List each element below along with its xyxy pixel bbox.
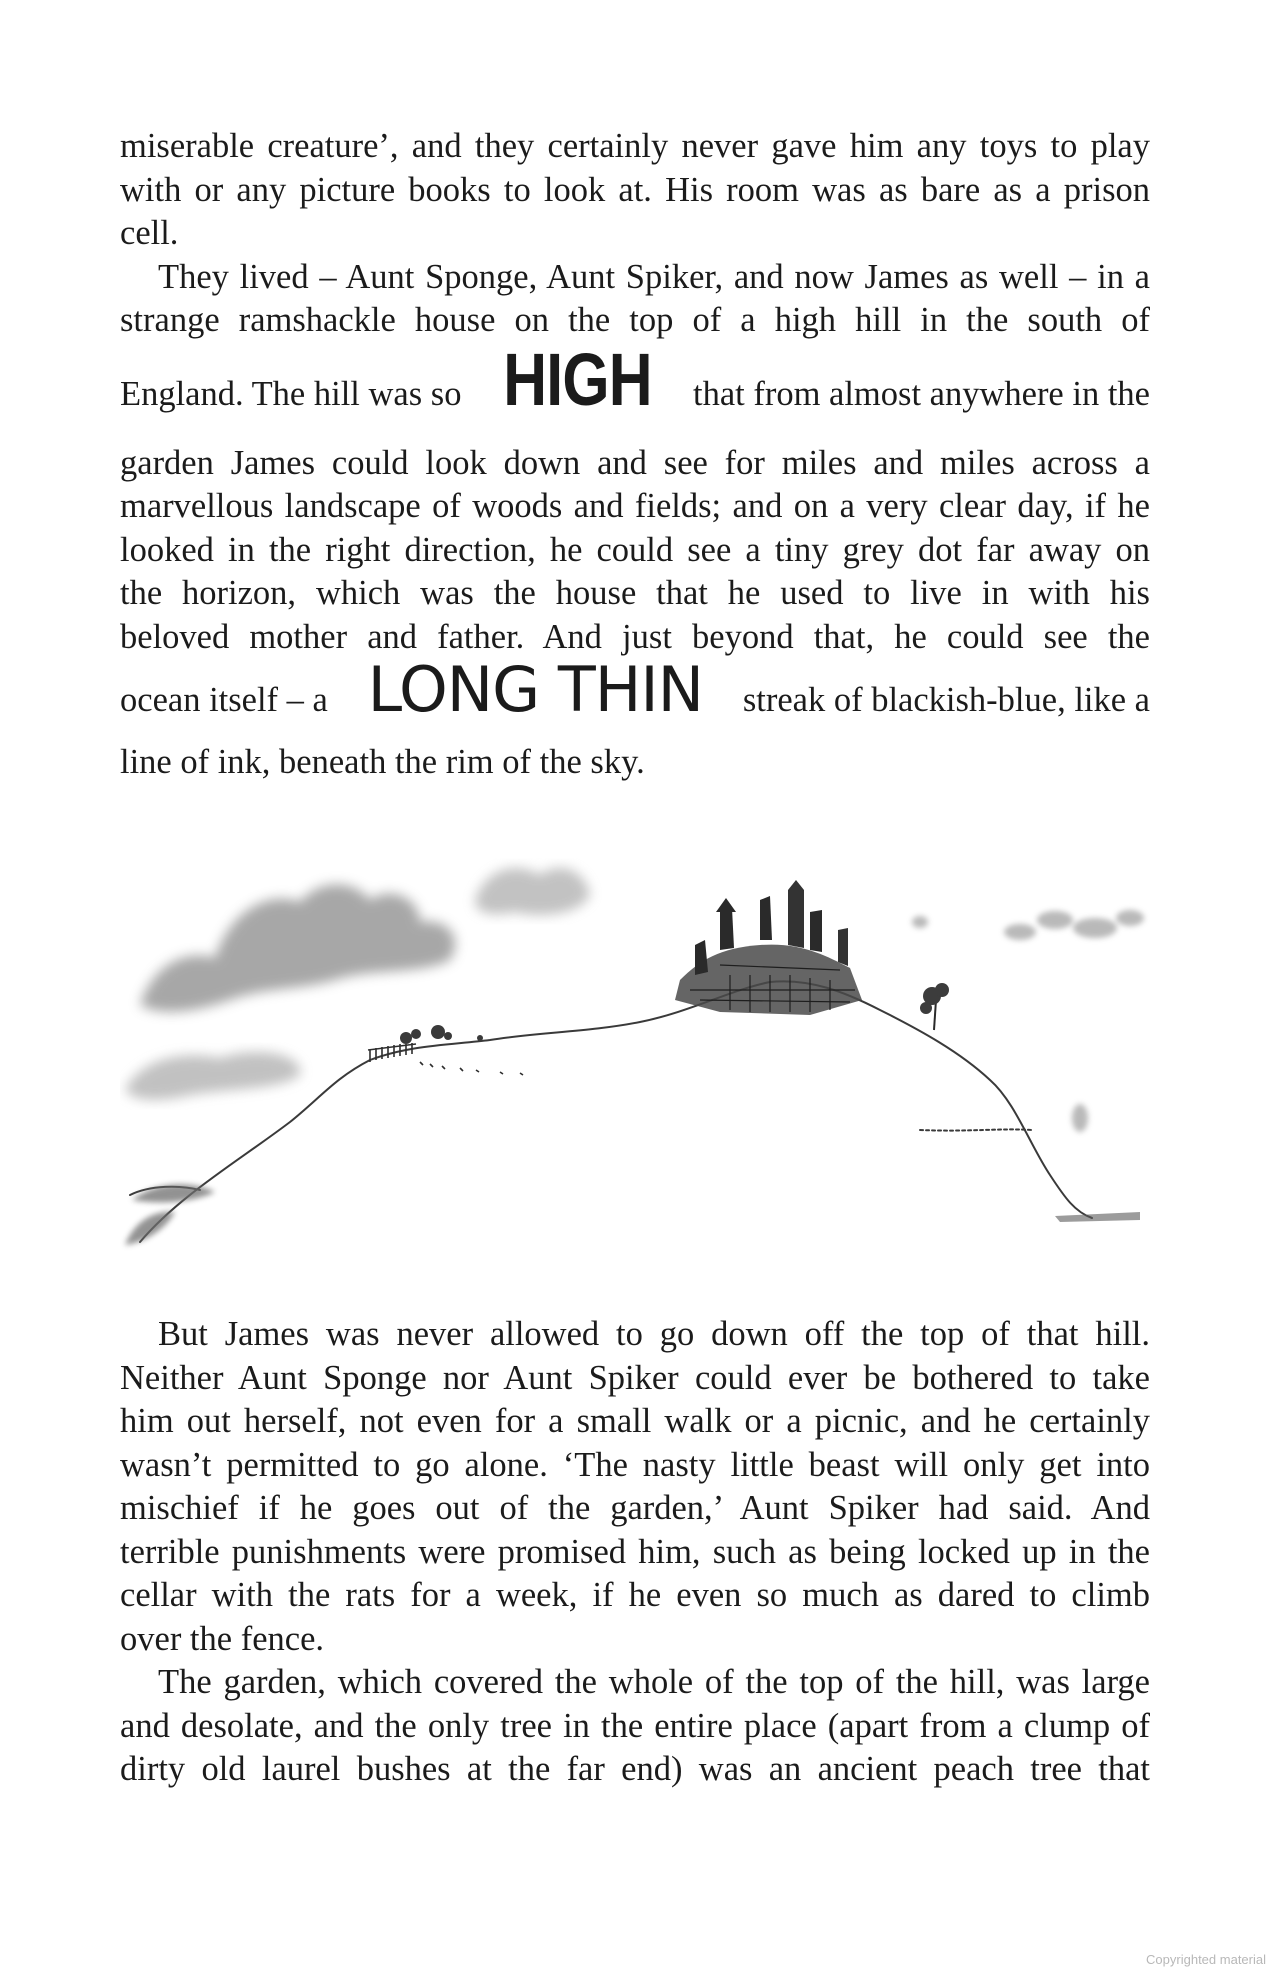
- text-fragment: that from almost anywhere in the: [692, 374, 1150, 413]
- cloud-top-icon: [475, 868, 590, 915]
- page-bottom-text: [120, 1313, 1150, 1792]
- text-line: garden James could look down and see for miles and miles across a: [120, 443, 1150, 482]
- paragraph-3: [120, 1313, 1150, 1661]
- hill-illustration: [120, 840, 1150, 1270]
- cloud-left-icon: [140, 885, 455, 1012]
- text-line: Neither Aunt Sponge nor Aunt Spiker could ever be bothered to take: [120, 1358, 1150, 1397]
- sea-icon: [1055, 1212, 1140, 1222]
- paragraph-4: [120, 1661, 1150, 1792]
- text-line: him out herself, not even for a small walk or a picnic, and he certainly: [120, 1402, 1150, 1440]
- cloud-right-icon: [912, 910, 1144, 1132]
- text-fragment: England. The hill was so: [120, 374, 462, 413]
- text-line: beloved mother and father. And just beyond that, he could see the: [120, 617, 1150, 656]
- cloud-low-left-icon: [125, 1052, 300, 1100]
- text-fragment: ocean itself – a: [120, 681, 328, 719]
- paragraph-1: [120, 125, 1150, 256]
- text-line: cell.: [120, 214, 179, 252]
- text-line: the horizon, which was the house that he used to live in with his: [120, 574, 1150, 612]
- text-line: The garden, which covered the whole of the top of the hill, was large: [158, 1663, 1150, 1701]
- text-line: They lived – Aunt Sponge, Aunt Spiker, and now James as well – in a: [158, 257, 1150, 296]
- fence-icon: [368, 1043, 523, 1075]
- text-line: miserable creature’, and they certainly never gave him any toys to play: [120, 127, 1150, 165]
- text-line-with-long-thin: [120, 653, 1150, 741]
- mound-icon: [125, 1184, 215, 1245]
- text-fragment: streak of blackish-blue, like a: [742, 681, 1150, 719]
- text-line-with-high: [120, 337, 1150, 442]
- text-line: cellar with the rats for a week, if he even so much as dared to climb: [120, 1576, 1150, 1614]
- text-line: line of ink, beneath the rim of the sky.: [120, 743, 645, 781]
- paragraph-2: [120, 256, 1150, 785]
- text-line: looked in the right direction, he could see a tiny grey dot far away on: [120, 530, 1150, 569]
- text-line: with or any picture books to look at. His room was as bare as a prison: [120, 170, 1150, 209]
- hill-with-house-icon: [120, 840, 1150, 1270]
- page-top-text: [120, 125, 1150, 785]
- text-line: wasn’t permitted to go alone. ‘The nasty little beast will only get into: [120, 1445, 1150, 1484]
- text-line: over the fence.: [120, 1619, 325, 1658]
- text-line: marvellous landscape of woods and fields; and on a very clear day, if he: [120, 487, 1150, 525]
- tree-icon: [920, 983, 949, 1030]
- house-icon: [675, 880, 862, 1015]
- copyright-watermark: Copyrighted material: [1146, 1952, 1266, 1967]
- text-line: strange ramshackle house on the top of a high hill in the south of: [120, 301, 1150, 339]
- text-line: and desolate, and the only tree in the entire place (apart from a clump of: [120, 1706, 1150, 1745]
- hill-outline-icon: [130, 981, 1092, 1242]
- text-line: dirty old laurel bushes at the far end) was an ancient peach tree that: [120, 1750, 1150, 1788]
- emphasis-words-long-thin: LONG THIN: [367, 653, 704, 726]
- text-line: mischief if he goes out of the garden,’ Aunt Spiker had said. And: [120, 1489, 1150, 1527]
- emphasis-word-high: HIGH: [503, 337, 652, 421]
- text-line: terrible punishments were promised him, such as being locked up in the: [120, 1532, 1150, 1571]
- text-line: But James was never allowed to go down off the top of that hill.: [158, 1315, 1150, 1353]
